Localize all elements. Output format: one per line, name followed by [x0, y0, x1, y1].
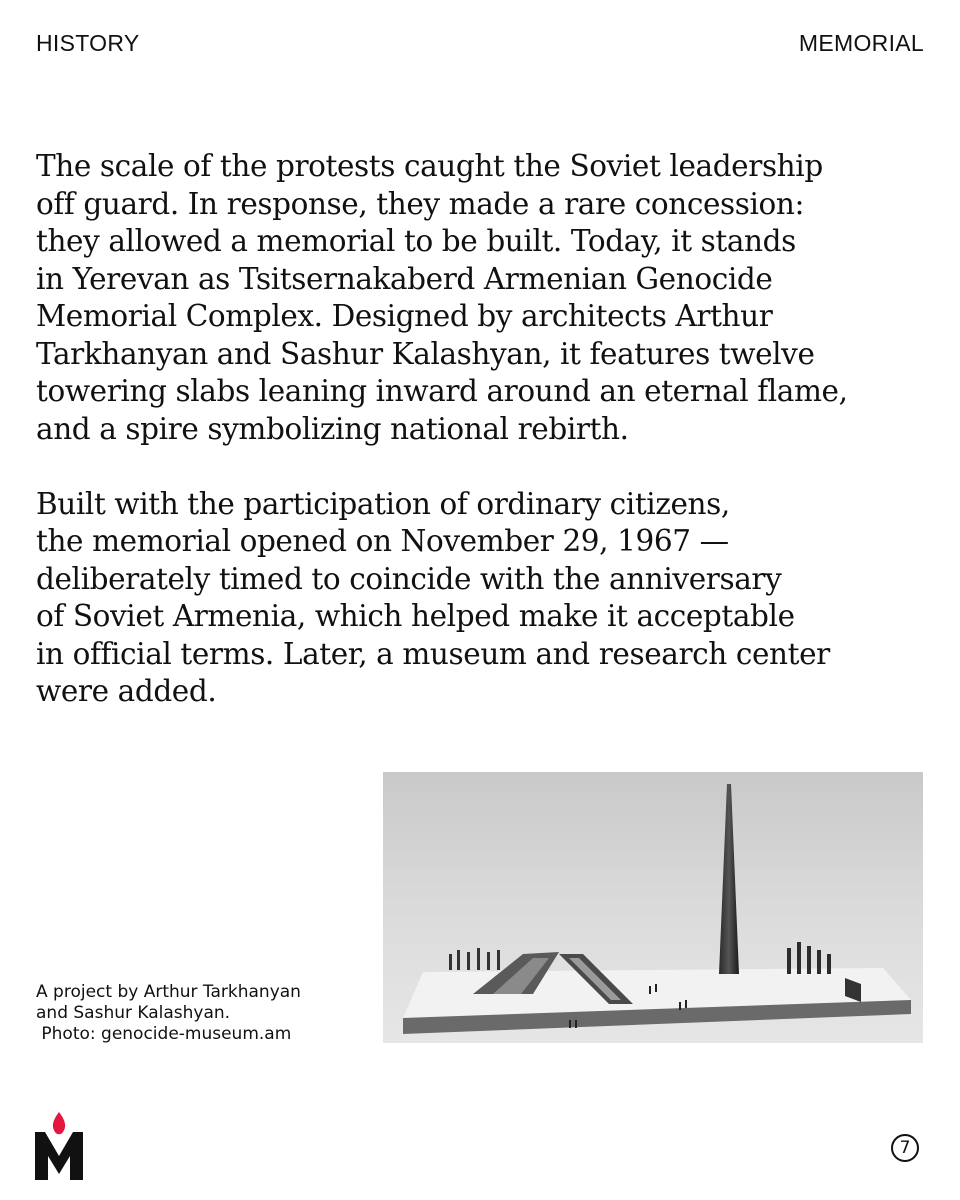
paragraph-1 [36, 148, 916, 448]
text-line: Built with the participation of ordinary citizens, [36, 486, 730, 521]
text-line: off guard. In response, they made a rare concession: [36, 186, 805, 221]
text-line: were added. [36, 674, 217, 708]
text-line: The scale of the protests caught the Soviet leadership [36, 149, 823, 183]
page-number-badge [891, 1134, 919, 1162]
article-body [36, 148, 916, 748]
text-line: the memorial opened on November 29, 1967 — [36, 524, 729, 558]
memorial-model-photo [383, 772, 923, 1043]
text-line: in official terms. Later, a museum and research center [36, 636, 830, 671]
photo-caption [36, 982, 301, 1045]
page-number: 7 [899, 1138, 911, 1158]
text-line: Memorial Complex. Designed by architects Arthur [36, 299, 773, 333]
text-line: Tarkhanyan and Sashur Kalashyan, it features twelve [36, 336, 815, 371]
caption-line: A project by Arthur Tarkhanyan [36, 982, 301, 1002]
text-line: towering slabs leaning inward around an eternal flame, [36, 374, 848, 408]
memorial-logo-icon [32, 1110, 86, 1182]
caption-line: Photo: genocide-museum.am [36, 1024, 292, 1044]
text-line: deliberately timed to coincide with the anniversary [36, 561, 782, 596]
section-label: HISTORY [36, 30, 140, 56]
caption-line: and Sashur Kalashyan. [36, 1003, 231, 1023]
text-line: they allowed a memorial to be built. Today, it stands [36, 224, 796, 258]
text-line: in Yerevan as Tsitsernakaberd Armenian Genocide [36, 261, 773, 296]
paragraph-2 [36, 486, 916, 711]
text-line: and a spire symbolizing national rebirth. [36, 411, 629, 446]
publication-label: MEMORIAL [798, 30, 924, 56]
text-line: of Soviet Armenia, which helped make it acceptable [36, 599, 795, 633]
